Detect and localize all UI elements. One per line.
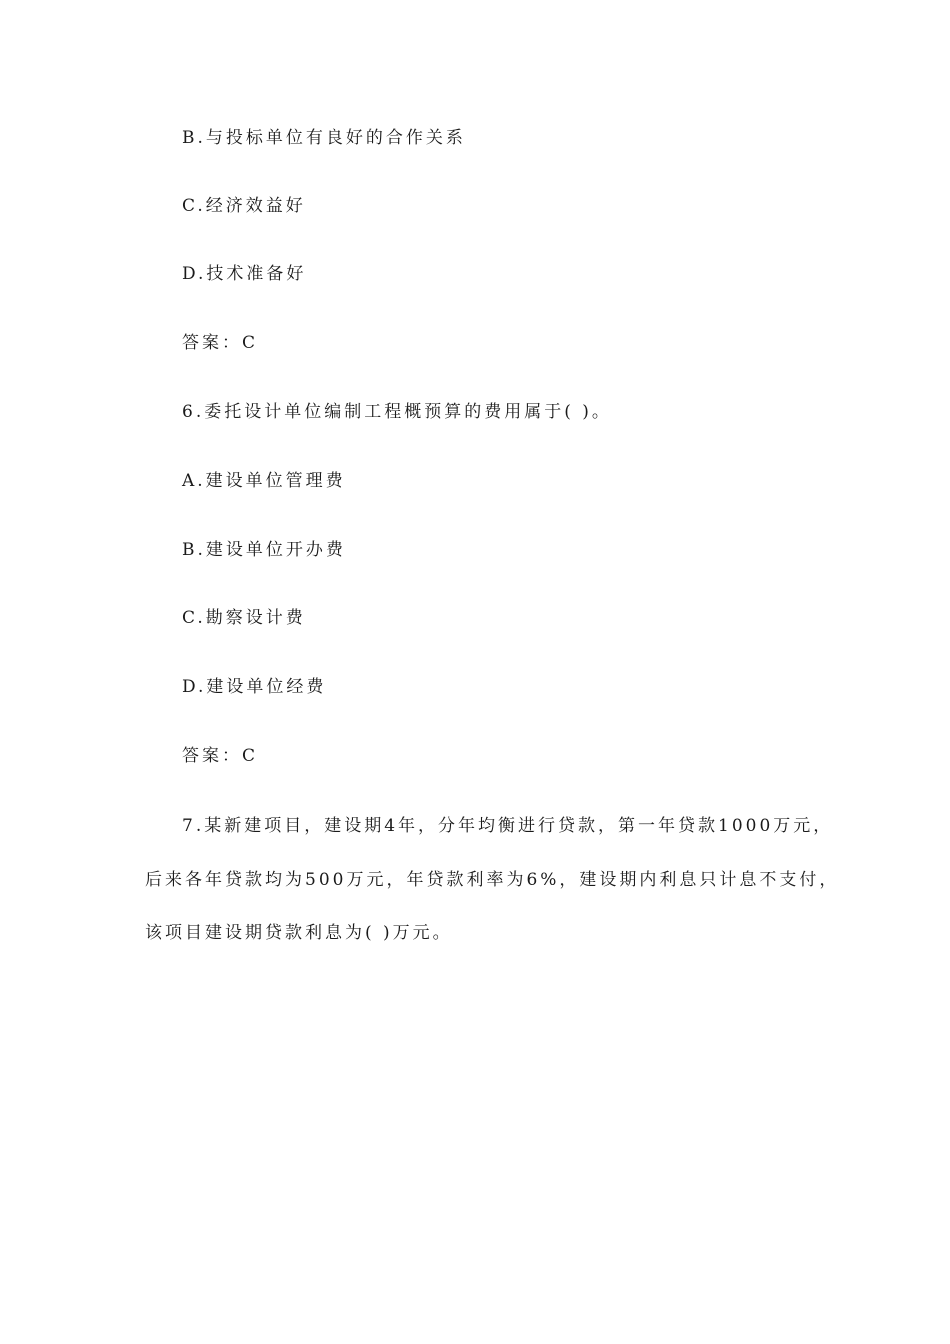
question-5-option-d: D.技术准备好 bbox=[182, 264, 307, 284]
question-6-answer: 答案：C bbox=[182, 746, 259, 766]
question-6-option-d: D.建设单位经费 bbox=[182, 677, 327, 697]
question-7-stem-line-1: 7.某新建项目，建设期4年，分年均衡进行贷款，第一年贷款1000万元， bbox=[182, 816, 834, 836]
question-6-stem: 6.委托设计单位编制工程概预算的费用属于( )。 bbox=[182, 402, 612, 422]
question-7-stem-line-2: 后来各年贷款均为500万元，年贷款利率为6%，建设期内利息只计息不支付， bbox=[145, 870, 840, 890]
question-6-option-b: B.建设单位开办费 bbox=[182, 540, 346, 560]
question-7-stem-line-3: 该项目建设期贷款利息为( )万元。 bbox=[145, 923, 453, 943]
question-5-option-c: C.经济效益好 bbox=[182, 196, 306, 216]
question-6-option-a: A.建设单位管理费 bbox=[182, 471, 346, 491]
question-6-option-c: C.勘察设计费 bbox=[182, 608, 306, 628]
question-5-answer: 答案：C bbox=[182, 333, 259, 353]
question-5-option-b: B.与投标单位有良好的合作关系 bbox=[182, 128, 466, 148]
